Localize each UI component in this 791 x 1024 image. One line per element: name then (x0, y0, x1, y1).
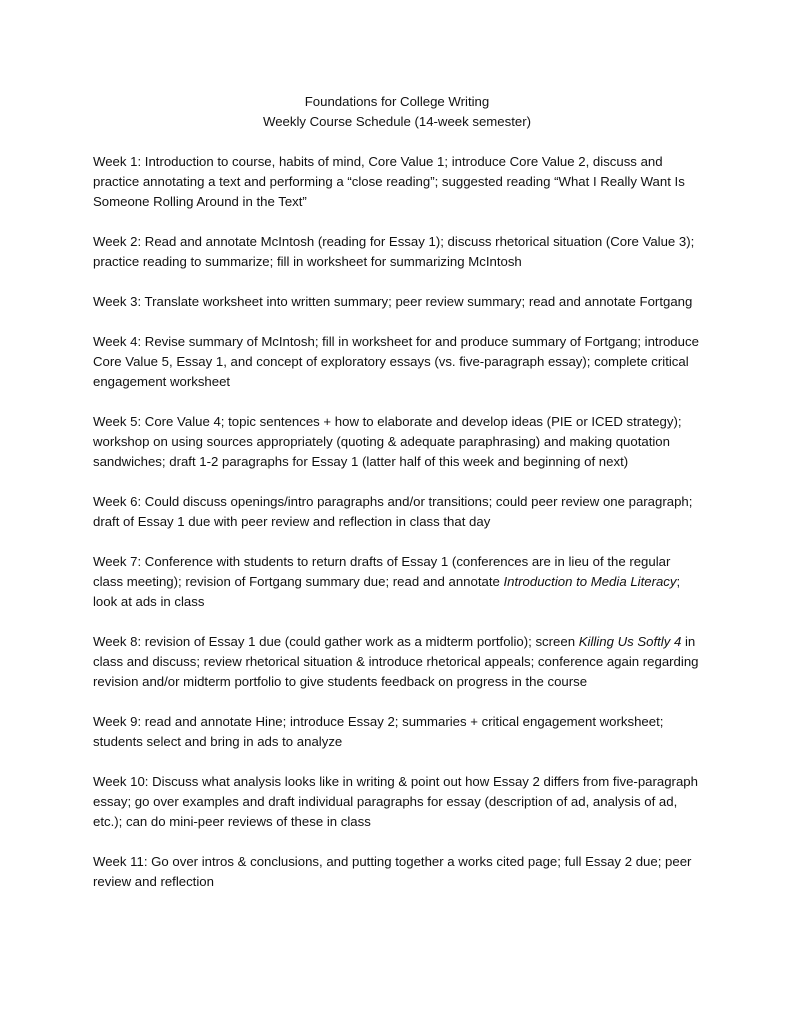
title-block (93, 92, 701, 132)
document-subtitle: Weekly Course Schedule (14-week semester) (262, 114, 531, 129)
italic-title-text: Introduction to Media Literacy (503, 574, 677, 589)
week-entry (93, 632, 701, 692)
week-entry-text: Week 11: Go over intros & conclusions, and putting together a works cited page; full Essay 2 due; peer review and reflection (93, 854, 692, 889)
week-entry (93, 292, 701, 312)
week-entry-text: Week 9: read and annotate Hine; introduce Essay 2; summaries + critical engagement worksheet; students select and bring in ads to analyze (93, 714, 664, 749)
week-entry-text: ; look at ads in class (93, 574, 681, 609)
italic-title-text: Killing Us Softly 4 (578, 634, 682, 649)
week-entry-text: Week 10: Discuss what analysis looks like in writing & point out how Essay 2 differs from five-paragraph essay; go over examples and draft individual paragraphs for essay (description of ad, analysis of ad, etc.); can do mini-peer reviews of these in class (93, 774, 698, 829)
week-entry (93, 772, 701, 832)
document-body (93, 92, 701, 912)
week-entry (93, 332, 701, 392)
week-entry-text: Week 7: Conference with students to return drafts of Essay 1 (conferences are in lieu of the regular class meeting); revision of Fortgang summary due; read and annotate (93, 554, 671, 589)
week-entry (93, 412, 701, 472)
document-title: Foundations for College Writing (304, 94, 490, 109)
week-entry-text: Week 6: Could discuss openings/intro paragraphs and/or transitions; could peer review one paragraph; draft of Essay 1 due with peer review and reflection in class that day (93, 494, 693, 529)
week-entry (93, 852, 701, 892)
weekly-schedule-list (93, 152, 701, 892)
week-entry (93, 492, 701, 532)
week-entry-text: Week 4: Revise summary of McIntosh; fill in worksheet for and produce summary of Fortgang; introduce Core Value 5, Essay 1, and concept of exploratory essays (vs. five-paragraph essay); complete critical engagement worksheet (93, 334, 699, 389)
week-entry-text: Week 3: Translate worksheet into written summary; peer review summary; read and annotate Fortgang (93, 294, 693, 309)
week-entry-text: Week 5: Core Value 4; topic sentences + how to elaborate and develop ideas (PIE or ICED strategy); workshop on using sources appropriately (quoting & adequate paraphrasing) and making quotation sandwiches; draft 1-2 paragraphs for Essay 1 (latter half of this week and beginning of next) (93, 414, 682, 469)
week-entry-text: Week 1: Introduction to course, habits of mind, Core Value 1; introduce Core Value 2, discuss and practice annotating a text and performing a “close reading”; suggested reading “What I Really Want Is Someone Rolling Around in the Text” (93, 154, 685, 209)
week-entry (93, 152, 701, 212)
week-entry-text: Week 2: Read and annotate McIntosh (reading for Essay 1); discuss rhetorical situation (Core Value 3); practice reading to summarize; fill in worksheet for summarizing McIntosh (93, 234, 695, 269)
week-entry (93, 552, 701, 612)
week-entry-text: in class and discuss; review rhetorical situation & introduce rhetorical appeals; conference again regarding revision and/or midterm portfolio to give students feedback on progress in the course (93, 634, 699, 689)
week-entry-text: Week 8: revision of Essay 1 due (could gather work as a midterm portfolio); screen (93, 634, 579, 649)
week-entry (93, 232, 701, 272)
week-entry (93, 712, 701, 752)
